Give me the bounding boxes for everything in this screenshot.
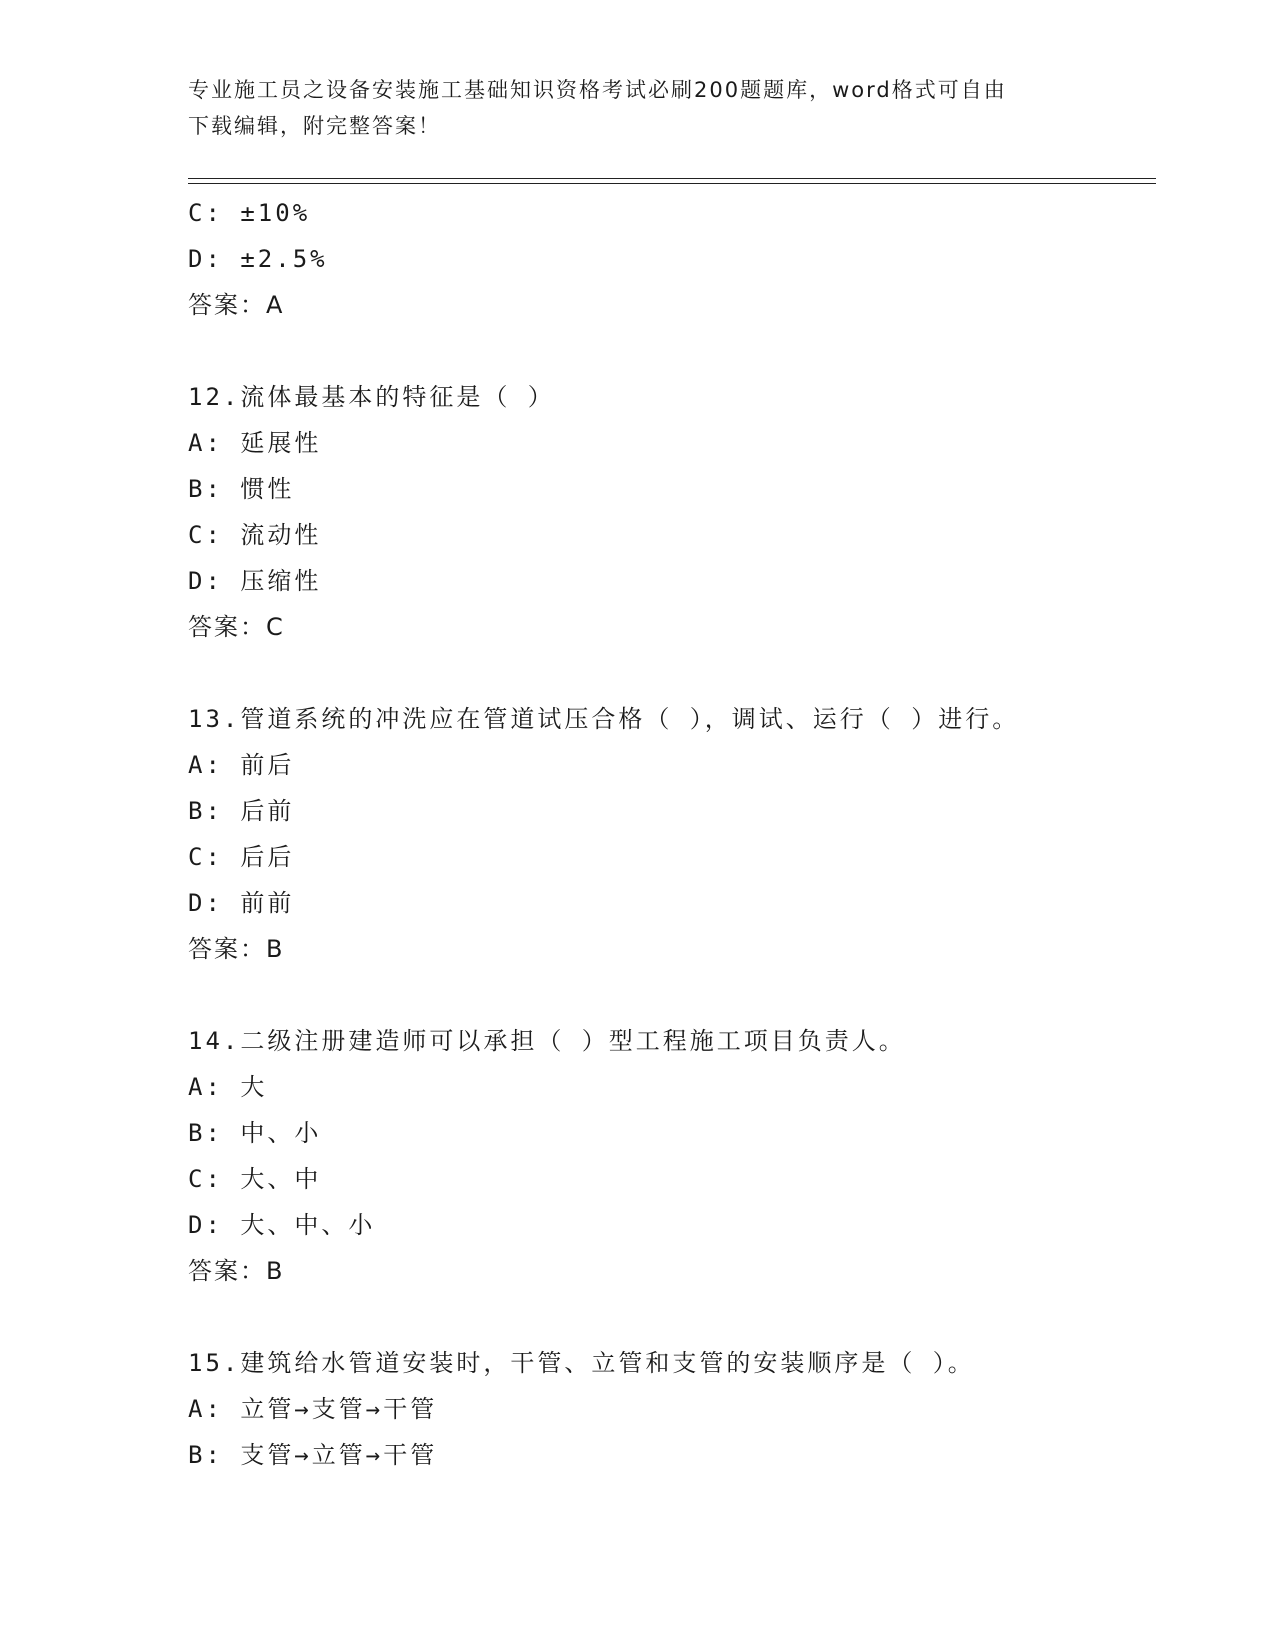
option-b: B: 中、小 [188, 1119, 322, 1147]
answer-line: 答案：B [188, 935, 285, 963]
option-d: D: 前前 [188, 889, 295, 917]
option-c: C: ±10% [188, 199, 311, 227]
header-line-2: 下载编辑，附完整答案！ [188, 114, 441, 138]
option-d: D: 大、中、小 [188, 1211, 376, 1239]
option-d: D: ±2.5% [188, 245, 328, 273]
document-header [188, 72, 1088, 144]
answer-line: 答案：C [188, 613, 285, 641]
option-a: A: 大 [188, 1073, 268, 1101]
answer-line: 答案：A [188, 291, 285, 319]
option-a: A: 前后 [188, 751, 295, 779]
option-c: C: 流动性 [188, 521, 322, 549]
option-a: A: 延展性 [188, 429, 322, 457]
option-c: C: 后后 [188, 843, 295, 871]
question-list [188, 190, 1156, 1478]
option-a: A: 立管→支管→干管 [188, 1395, 438, 1423]
question-14-text: 14.二级注册建造师可以承担（ ）型工程施工项目负责人。 [188, 1027, 906, 1055]
header-rule-bottom [188, 183, 1156, 184]
question-15-text: 15.建筑给水管道安装时，干管、立管和支管的安装顺序是（ ）。 [188, 1349, 975, 1377]
question-12-text: 12.流体最基本的特征是（ ） [188, 383, 555, 411]
option-b: B: 后前 [188, 797, 295, 825]
option-b: B: 支管→立管→干管 [188, 1441, 438, 1469]
question-13-text: 13.管道系统的冲洗应在管道试压合格（ ），调试、运行（ ）进行。 [188, 705, 1020, 733]
answer-line: 答案：B [188, 1257, 285, 1285]
header-rule-top [188, 178, 1156, 179]
header-line-1: 专业施工员之设备安装施工基础知识资格考试必刷200题题库，word格式可自由 [188, 78, 1007, 102]
option-b: B: 惯性 [188, 475, 295, 503]
option-c: C: 大、中 [188, 1165, 322, 1193]
option-d: D: 压缩性 [188, 567, 322, 595]
